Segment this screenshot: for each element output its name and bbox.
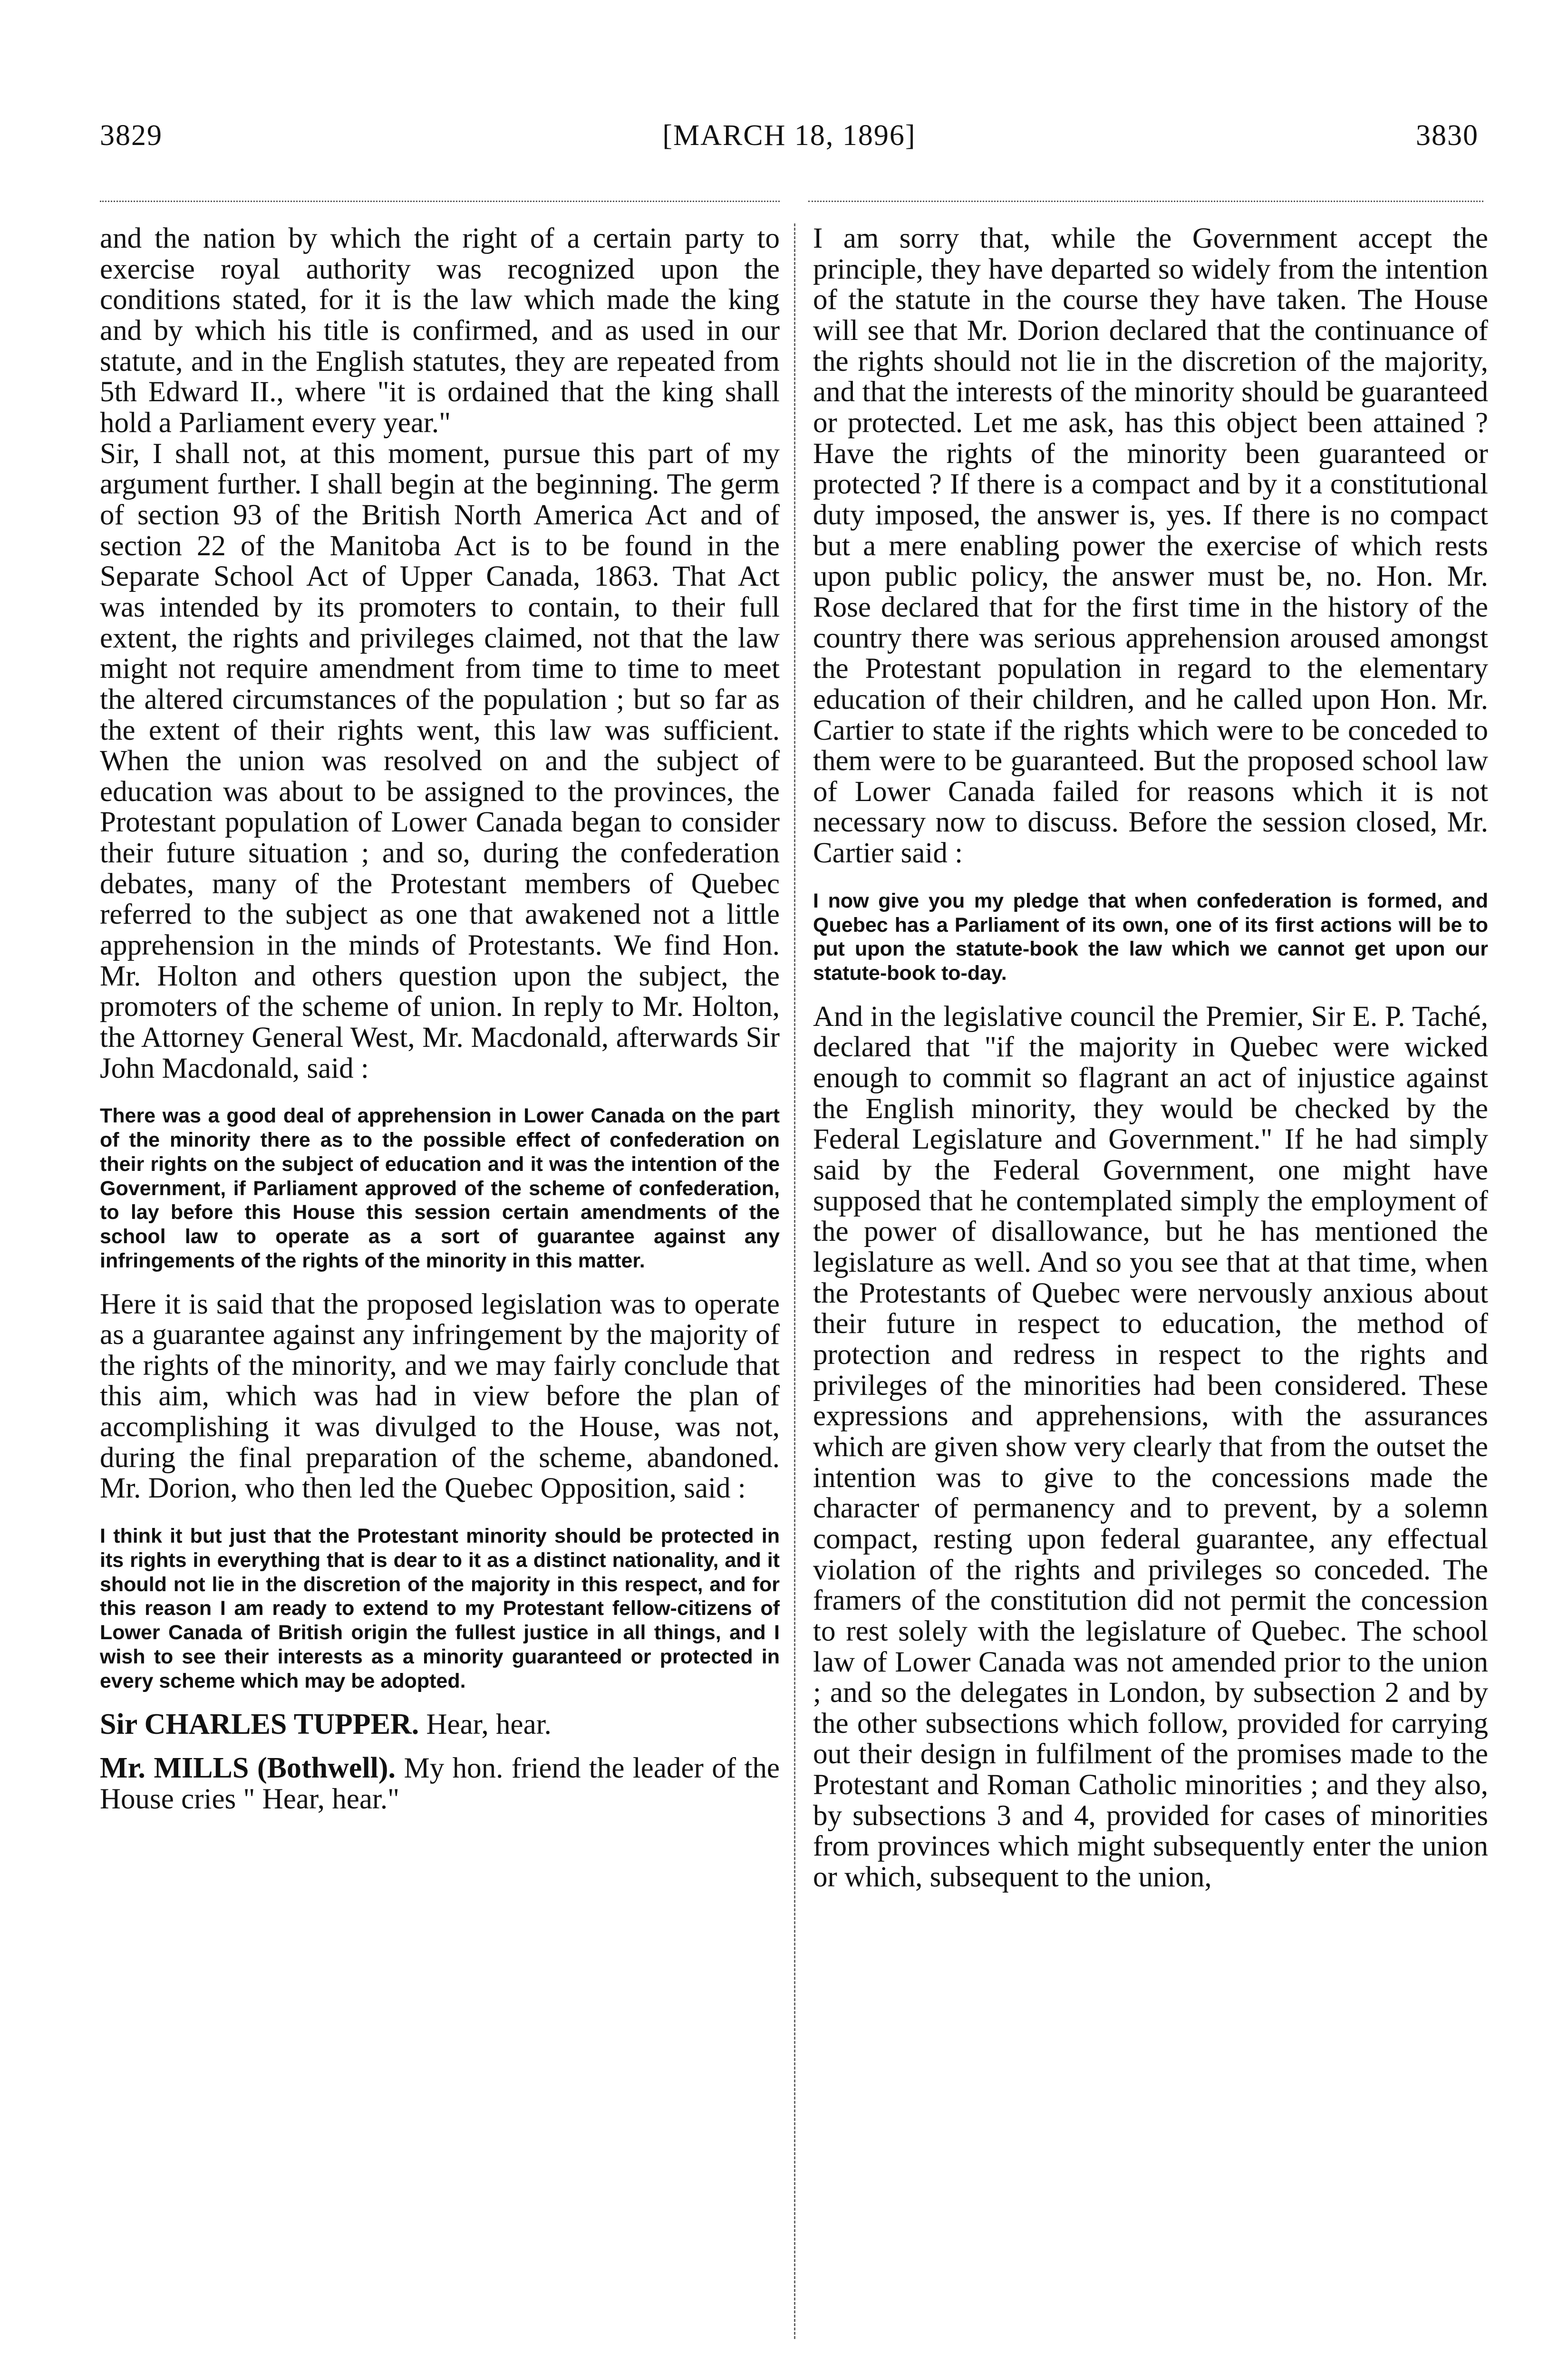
speaker-line-mills	[100, 1753, 780, 1815]
right-quote-cartier: I now give you my pledge that when confederation is formed, and Quebec has a Parliament of its own, one of its first actions will be to put upon the statute-book the law which we cannot get upon our statute-book to-day.	[813, 889, 1488, 985]
page-number-left: 3829	[100, 119, 163, 152]
right-paragraph-1: I am sorry that, while the Government accept the principle, they have departed so widely from the intention of the statute in the course they have taken. The House will see that Mr. Dorion declared that the continuance of the rights should not lie in the discretion of the majority, and that the interests of the minority should be guaranteed or protected. Let me ask, has this object been attained ? Have the rights of the minority been guaranteed or protected ? If there is a compact and by it a constitutional duty imposed, the answer is, yes. If there is no compact but a mere enabling power the exercise of which rests upon public policy, the answer must be, no. Hon. Mr. Rose declared that for the first time in the history of the country there was serious apprehension aroused amongst the Protestant population in regard to the elementary education of their children, and he called upon Hon. Mr. Cartier to state if the rights which were to be conceded to them were to be guaranteed. But the proposed school law of Lower Canada failed for reasons which it is not necessary now to discuss. Before the session closed, Mr. Cartier said :	[813, 223, 1488, 870]
speaker-name-mills: Mr. MILLS (Bothwell).	[100, 1751, 396, 1784]
left-column	[100, 223, 780, 2344]
speaker-text-tupper: Hear, hear.	[426, 1709, 552, 1741]
left-quote-dorion: I think it but just that the Protestant minority should be protected in its rights in everything that is dear to it as a distinct nationality, and it should not lie in the discretion of the majority in this respect, and for this reason I am ready to extend to my Protestant fellow-citizens of Lower Canada of British origin the fullest justice in all things, and I wish to see their interests as a minority guaranteed or protected in every scheme which may be adopted.	[100, 1525, 780, 1692]
speaker-name-tupper: Sir CHARLES TUPPER.	[100, 1708, 419, 1741]
header-rule-left	[100, 201, 780, 202]
right-column	[813, 223, 1488, 2344]
header-date: [MARCH 18, 1896]	[662, 119, 916, 152]
header-rule-right	[808, 201, 1483, 202]
left-paragraph-1: and the nation by which the right of a certain party to exercise royal authority was recognized upon the conditions stated, for it is the law which made the king and by which his title is confirmed, and as used in our statute, and in the English statutes, they are repeated from 5th Edward II., where "it is ordained that the king shall hold a Parliament every year."	[100, 223, 780, 439]
left-quote-macdonald: There was a good deal of apprehension in Lower Canada on the part of the minority there as to the possible effect of confederation on their rights on the subject of education and it was the intention of the Government, if Parliament approved of the scheme of confederation, to lay before this House this session certain amendments of the school law to operate as a sort of guarantee against any infringements of the rights of the minority in this matter.	[100, 1104, 780, 1272]
speaker-text-mills: My hon. friend the leader of the House cries " Hear, hear."	[100, 1752, 780, 1815]
page-number-right: 3830	[1416, 119, 1479, 152]
column-divider	[794, 223, 795, 2339]
left-paragraph-2: Sir, I shall not, at this moment, pursue this part of my argument further. I shall begin at the beginning. The germ of section 93 of the British North America Act and of section 22 of the Manitoba Act is to be found in the Separate School Act of Upper Canada, 1863. That Act was intended by its promoters to contain, to their full extent, the rights and privileges claimed, not that the law might not require amendment from time to time to meet the altered circumstances of the population ; but so far as the extent of their rights went, this law was sufficient. When the union was resolved on and the subject of education was about to be assigned to the provinces, the Protestant population of Lower Canada began to consider their future situation ; and so, during the confederation debates, many of the Protestant members of Quebec referred to the subject as one that awakened not a little apprehension in the minds of Protestants. We find Hon. Mr. Holton and others question upon the subject, the promoters of the scheme of union. In reply to Mr. Holton, the Attorney General West, Mr. Macdonald, afterwards Sir John Macdonald, said :	[100, 437, 780, 1084]
right-paragraph-2: And in the legislative council the Premier, Sir E. P. Taché, declared that "if the majority in Quebec were wicked enough to commit so flagrant an act of injustice against the English minority, they would be checked by the Federal Legislature and Government." If he had simply said by the Federal Government, one might have supposed that he contemplated simply the employment of the power of disallowance, but he has mentioned the legislature as well. And so you see that at that time, when the Protestants of Quebec were nervously anxious about their future in respect to education, the method of protection and redress in respect to the rights and privileges of the minorities had been considered. These expressions and apprehensions, with the assurances which are given show very clearly that from the outset the intention was to give to the concessions made the character of permanency and to prevent, by a solemn compact, resting upon federal guarantee, any effectual violation of the rights and privileges so conceded. The framers of the constitution did not permit the concession to rest solely with the legislature of Quebec. The school law of Lower Canada was not amended prior to the union ; and so the delegates in London, by subsection 2 and by the other subsections which follow, provided for carrying out their design in fulfilment of the promises made to the Protestant and Roman Catholic minorities ; and they also, by subsections 3 and 4, provided for cases of minorities from provinces which might subsequently enter the union or which, subsequent to the union,	[813, 1000, 1488, 1894]
page-header	[100, 119, 1479, 171]
speaker-line-tupper	[100, 1709, 780, 1740]
left-paragraph-3: Here it is said that the proposed legislation was to operate as a guarantee against any infringement by the majority of the rights of the minority, and we may fairly conclude that this aim, which was had in view before the plan of accomplishing it was divulged to the House, was not, during the final preparation of the scheme, abandoned. Mr. Dorion, who then led the Quebec Opposition, said :	[100, 1288, 780, 1505]
